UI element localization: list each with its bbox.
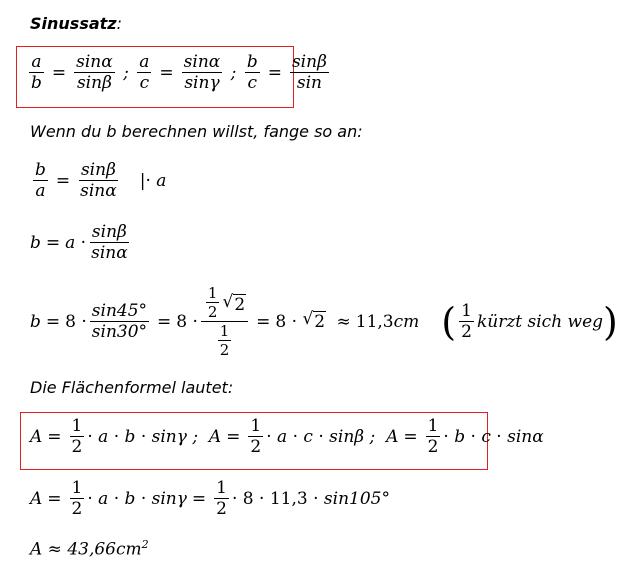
equation-b: b = a · $\frac{\sin\beta}{\sin\alpha}$ [30,222,128,264]
area-result [30,538,149,560]
instruction: Wenn du b berechnen willst, fange so an: [30,122,363,141]
fraction: $\frac{1}{2}$ [427,416,439,458]
fraction: $\frac{1}{2}$ [71,416,83,458]
heading-line [30,14,122,33]
fraction: $\frac{\sin\beta}{\sin\alpha}$ [91,222,128,264]
heading-colon: : [116,14,122,33]
area-heading: Die Flächenformel lautet: [30,378,234,397]
fraction: $\frac{\sin\alpha}{\sin\beta}$ [76,52,113,94]
fraction: $\frac{a}{c}$ [139,52,150,94]
fraction: $\frac{\sin 45^\circ}{\sin 30^\circ}$ [91,300,148,342]
fraction: $\frac{b}{c}$ [246,52,258,94]
fraction: $\frac{1}{2}$ [216,478,227,520]
fraction: $\frac{1}{2}$ [71,478,83,520]
area-computation: A = $\frac{1}{2}$ · a · b · sinγ = $\frac{1}{2}$ · 8 · 11,3 · sin105° [30,478,390,520]
heading: Sinussatz [30,14,117,33]
fraction: $\frac{1}{2}$ [250,416,262,458]
fraction: $\frac{\sin\beta}{\sin\alpha}$ [80,160,117,202]
area-formulas: A = $\frac{1}{2}$ · a · b · sinγ ; A = $\frac{1}{2}$ · a · c · sinβ ; A = $\frac{1}{2}$ · b · c · sinα [30,416,544,458]
area-result-value: A ≈ 43,66cm [30,539,142,560]
fraction: $\frac{b}{a}$ [35,160,46,202]
fraction: $\frac{\sin\beta}{\sin}$ [291,52,327,94]
equation-b-value: b = 8 · $\frac{\sin 45^\circ}{\sin 30^\circ}$ = 8 · $\frac{1}{2}$ √ 2 $\frac{1}{2}$ = 8 · √ 2 ≈ 11,3 cm ( $\frac{1}{2}$ kürzt sich weg ) [30,284,618,359]
sine-law-formulas: $\frac{a}{b}$ = $\frac{\sin\alpha}{\sin\beta}$ ; $\frac{a}{c}$ = $\frac{\sin\alpha}{\sin\gamma}$ ; $\frac{b}{c}$ = $\frac{\sin\beta}{\sin}$ [31,52,327,94]
fraction: $\frac{a}{b}$ [31,52,42,94]
fraction: $\frac{\sin\alpha}{\sin\gamma}$ [183,52,221,94]
equation-ratio: $\frac{b}{a}$ = $\frac{\sin\beta}{\sin\alpha}$ | · a [35,160,167,202]
area-result-exponent: 2 [141,538,149,551]
fraction: $\frac{1}{2}$ √ 2 $\frac{1}{2}$ [201,284,248,359]
